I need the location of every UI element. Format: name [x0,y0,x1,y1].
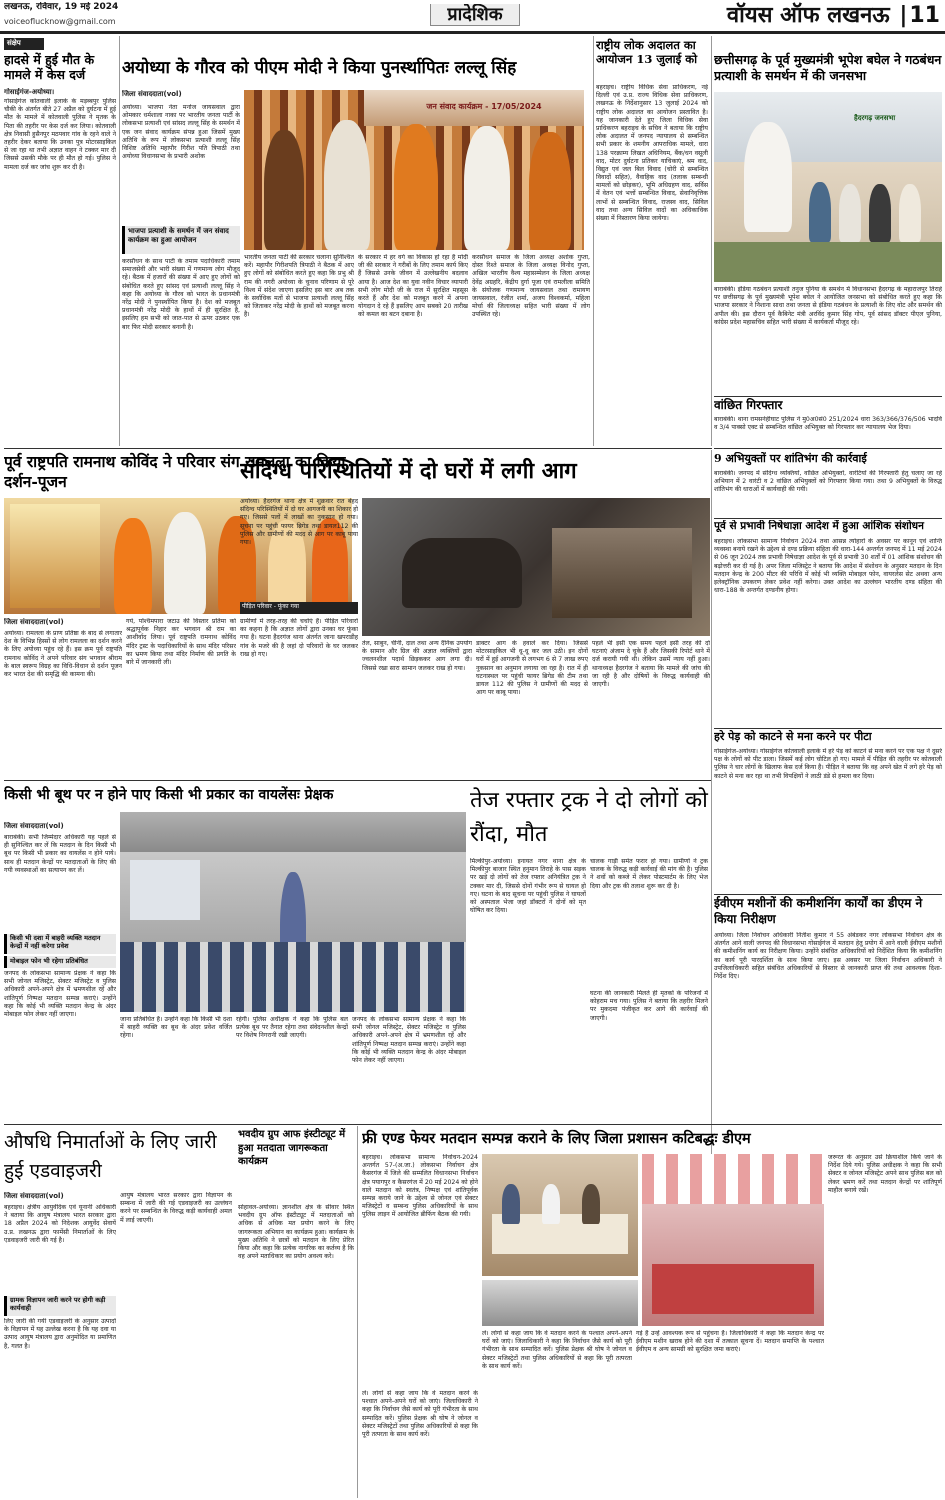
story7-body3: आयुष मंत्रालय भारत सरकार द्वारा विज्ञापन के सम्बन्ध में जारी की गई एडवाइजरी का उल्लंघन करने पर सम्बन्धित के विरुद्ध कड़ी कार्यवाही अमल में लाई जाएगी। [120,1192,232,1224]
story11-body: बाराबंकी। थाना रामसनेहीघाट पुलिस ने मु0अ0सं0 251/2024 धारा 363/366/376/506 भादवि व 3/4 पाक्सो एक्ट से सम्बन्धित वांछित अभियुक्त को गिरफ्तार कर न्यायालय भेज दिया। [714,416,942,432]
story5-body4: रहेगी। पुलिस अधीक्षक ने कहा कि पुलिस बल प्रत्येक बूथ पर तैनात रहेगा तथा संवेदनशील केन्द्रों पर विशेष निगरानी रखी जाएगी। [236,1016,348,1040]
story7-body2: लिए जारी की गयी एडवाइजरी के अनुसार उत्पादों के विज्ञापन में यह उल्लेख करना है कि यह दवा या उत्पाद आयुष मंत्रालय द्वारा अनुमोदित या प्रमाणित है, गलत है। [4,1318,116,1350]
divider [593,36,594,446]
story1-headline: अयोध्या के गौरव को पीएम मोदी ने किया पुनर्स्थापितः लल्लू सिंह [122,58,517,78]
story13-headline: पूर्व से प्रभावी निषेधाज्ञा आदेश में हुआ आंशिक संशोधन [714,520,924,532]
divider [714,728,942,729]
story1-body1: अयोध्या। भाजपा नेता मनोज जायसवाल द्वारा ओमकार धर्मशाला नाका पर भारतीय जनता पार्टी के लोकसभा प्रत्याशी एवं सांसद लल्लू सिंह के समर्थन में एक जन संवाद कार्यक्रम संपन्न हुआ जिसमें मुख्य अतिथि के रूप में लोकसभा प्रत्याशी लल्लू सिंह विशिष्ट अतिथि महापौर गिरीश पति त्रिपाठी तथा अयोध्या विधानसभा के प्रभारी अशोक [122,104,240,161]
divider [711,450,712,1158]
story9-body1-cont: ले। लोगों से कहा जाय कि वे मतदान करने के पश्चात अपने-अपने घरों को जाएं। जिलाधिकारी ने कहा कि निर्वाचन जैसे कार्य को पूरी गंभीरता के साथ सम्पादित करें। पुलिस प्रेक्षक श्री घोष ने जोनल व सेक्टर मजिस्ट्रेटों तथा पुलिस अधिकारियों से कहा कि पूरी तत्परता के साथ कार्य करें। [362,1390,478,1438]
story12-headline: 9 अभियुक्तों पर शांतिभंग की कार्रवाई [714,452,867,465]
story10-body: बाराबंकी। इंडिया गठबंधन प्रत्याशी तनुज पुनिया के समर्थन में विधानसभा हैदरगढ़ के महाराजपुर तिराहे पर छत्तीसगढ़ के पूर्व मुख्यमंत्री भूपेश बघेल ने आयोजित जनसभा को संबोधित करते हुए कहा कि भाजपा सरकार ने निशाना साधा तथा जनता से इंडिया गठबंधन के प्रत्याशी के लिए वोट और समर्थन की अपील की। इस दौरान पूर्व कैबिनेट मंत्री अरविंद कुमार सिंह गोप, पूर्व सांसद डॉक्टर पीएल पुनिया, कांग्रेस प्रदेश महासचिव सहित भारी संख्या में कार्यकर्ता मौजूद रहे। [714,286,942,326]
story15-body: अयोध्या। जिला निर्वाचन अधिकारी नितीश कुमार ने 55 अंबेडकर नगर लोकसभा निर्वाचन क्षेत्र के अंतर्गत आने वाली जनपद की विधानसभा गोसाईगंज में मतदान हेतु प्रयोग में आने वाली ईवीएम मशीनों की कमीशनिंग कार्य का निरीक्षण किया। उन्होंने संबंधित अधिकारियों को निर्देशित किया कि कमीशनिंग का कार्य पूरी पारदर्शिता के साथ किया जाए। इस अवसर पर जिला निर्वाचन अधिकारी ने उपजिलाधिकारी सहित संबंधित अधिकारियों से विस्तार से जानकारी प्राप्त की तथा आवश्यक दिशा-निर्देश दिए। [714,932,942,980]
divider [711,36,712,446]
projection-screen [130,860,200,920]
story13-body: बहराइच। लोकसभा सामान्य निर्वाचन 2024 तथा आसन्न त्योहारों के अवसर पर कानून एवं शान्ति व्यवस्था बनाये रखने के उद्देश्य से दण्ड प्रक्रिया संहिता की धारा-144 अन्तर्गत जनपद में 11 मई 2024 से 06 जून 2024 तक प्रभावी निषेधाज्ञा आदेश के पूर्व से प्रभावी 30 शर्तों में 01 आंशिक संशोधन की बढ़ोत्तरी कर दी गई है। अपर जिला मजिस्ट्रेट ने बताया कि आदेश में संशोधन के अनुसार मतदान के दिन मतदान केन्द्र के 200 मीटर की परिधि में कोई भी व्यक्ति मोबाइल फोन, वायरलेस सेट अथवा अन्य इलेक्ट्रॉनिक उपकरण लेकर प्रवेश नहीं करेगा। उक्त आदेश का उल्लंघन भारतीय दण्ड संहिता की धारा-188 के अन्तर्गत दण्डनीय होगा। [714,538,942,595]
temple-idol [10,504,100,608]
story6-headline: तेज रफ्तार ट्रक ने दो लोगों को रौंदा, मौत [470,788,708,848]
divider [714,518,942,519]
burnt-debris [552,528,692,618]
story5-body3: जाना प्रतिबंधित है। उन्होंने कहा कि किसी भी दशा में बाहरी व्यक्ति का बूथ के अंदर प्रवेश वर्जित रहेगा। [120,1016,232,1040]
story14-headline: हरे पेड़ को काटने से मना करने पर पीटा [714,730,872,743]
story1-box: भाजपा प्रत्याशी के समर्थन में जन संवाद कार्यक्रम का हुआ आयोजन [122,226,240,254]
person [264,130,304,250]
story9-body4: जरूरत के अनुसार उसे क्रियाशील किये जाने के निर्देश दिये गये। पुलिस अधीक्षक ने कहा कि सभी सेक्टर व जोनल मजिस्ट्रेट अपने साथ पुलिस बल को लेकर भ्रमण करें तथा मतदान केन्द्रों पर शांतिपूर्ण माहौल बनाये रखें। [828,1154,942,1194]
seated-audience [120,942,466,1012]
banner-text: हैदरगढ़ जनसभा [854,114,896,122]
story4-body5: पहले भी इसी एक समय पहले इसी तरह की दो घटनाएं अंजाम दे चुके हैं और जिसकी रिपोर्ट थाने में दर्ज करायी गयी थी। लेकिन उसमें न्याय नहीं हुआ। थानाध्यक्ष हैदरगंज ने बताया कि मामले की जांच की जा रही है और दोषियों के विरुद्ध कार्यवाही की जाएगी। [592,640,710,688]
person [744,122,792,232]
story9-headline: फ्री एण्ड फेयर मतदान सम्पन्न कराने के लिए जिला प्रशासन कटिबद्धः डीएम [362,1130,751,1147]
stage-floor [714,242,942,282]
divider [714,894,942,895]
brief-label: संक्षेप [4,38,44,50]
story7-headline: औषधि निमार्ताओं के लिए जारी हुई एडवाइजरी [4,1131,217,1182]
ballot-tables [652,1264,814,1314]
story9-photo1 [482,1154,638,1276]
banner-text: जन संवाद कार्यक्रम - 17/05/2024 [426,102,542,111]
story2-byline: जिला संवाददाता(vol) [4,618,64,626]
story4-body3: तेल, साबुन, चीनी, दाल तथा अन्य दैनिक उपयोग के सामान और ग्रिल की अज्ञात व्यक्तियों द्वारा ज्वलनशील पदार्थ छिड़ककर आग लगा दी। जिससे रखा सारा सामान जलकर राख हो गया। [362,640,472,672]
story1-byline: जिला संवाददाता(vol) [122,90,182,98]
person [839,184,861,242]
paper-name [700,2,940,30]
story7-byline: जिला संवाददाता(vol) [4,1192,64,1200]
burnt-bike [402,538,522,608]
story7-box: ग्रामक विज्ञापन जारी करने पर होगी कड़ी कार्यवाही [4,1296,116,1316]
divider [4,448,712,449]
canopy [642,1154,824,1204]
story5-body1: बाराबंकी। सभी जिम्मेदार अधिकारी यह पहले से ही सुनिश्चित कर लें कि मतदान के दिन किसी भी बूथ पर किसी भी प्रकार का वायलेंस न होने पाये। साथ ही मतदान केन्द्रों पर मतदाताओं के लिए की गयी व्यवस्थाओं का सत्यापन कर लें। [4,834,116,874]
page-number: 11 [909,3,940,28]
hall-roof [120,812,466,852]
story2-body1: अयोध्या। रामलला के प्राण प्रतिष्ठा के बाद से लगातार देश के विभिन्न हिस्सों से लोग रामलला का दर्शन करने के लिए अयोध्या पहुंच रहे हैं। इस क्रम पूर्व राष्ट्रपति रामनाथ कोविंद ने अपने परिवार संग भगवान श्रीराम के बाल स्वरूप विग्रह का विधि-विधान से दर्शन पूजन कर भारत देश की समृद्धि की कामना की। [4,630,122,678]
story4-body2: ग्रामीणों में तरह-तरह की चर्चाएं हैं। पीड़ित परिवारों का कहना है कि अज्ञात लोगों द्वारा उनका घर फूंका गया है। घटना हैदरगंज थाना अंतर्गत जाना खपराडीह गांव के मजरे की है जहां दो परिवारों के घर जलकर राख हो गए। [240,618,358,658]
person [394,124,438,250]
brief-body: गोसाईगंज कोतवाली इलाके के मड़ब्बपुर पुलिस चौकी के अंतर्गत बीते 27 अप्रैल को दुर्घटना में हुई मौत के मामले में कोतवाली पुलिस ने मृतक के पिता की तहरीर पर केस दर्ज कर लिया। कोतवाली क्षेत्र निवासी हुसैनपुर मठपवार गांव के रहने वाले ने तहरीर देकर बताया कि उनका पुत्र मोटरसाइकिल से जा रहा था तभी अज्ञात वाहन ने टक्कर मार दी जिससे उसकी मौके पर ही मौत हो गई। पुलिस ने मामला दर्ज कर जांच शुरू कर दी है। [4,98,116,171]
brief-headline: हादसे में हुई मौत के मामले में केस दर्ज [4,52,95,82]
page-sep: | [899,3,908,28]
story5-photo [120,812,466,1012]
masthead-date: लखनऊ, रविवार, 19 मई 2024 [4,2,119,12]
story9-photo2 [642,1154,824,1326]
masthead-email: voiceoflucknow@gmail.com [4,17,116,26]
story1-photo [244,90,584,250]
person [114,518,152,614]
story6-body1: मिल्कीपुर-अयोध्या। इनायत नगर थाना क्षेत्र के मिल्कीपुर बाजार स्थित हनुमान तिराहे के पास सड़क पर खड़े दो लोगों को तेज रफ्तार अनियंत्रित ट्रक ने टक्कर मार दी, जिससे दोनों गंभीर रूप से घायल हो गए। घटना के बाद सूचना पर पहुंची पुलिस ने घायलों को अस्पताल भेजा जहां डॉक्टरों ने दोनों को मृत घोषित कर दिया। [470,858,586,915]
story1-body2: करसौधन के साथ पार्टी के तमाम पदाधिकारी तमाम समाजसेवी और भारी संख्या में गणमान्य लोग मौजूद रहे। बैठक में हजारों की संख्या में आए हुए लोगों को संबोधित करते हुए सांसद एवं प्रत्याशी लल्लू सिंह ने कहा कि अयोध्या के गौरव को भारत के प्रधानमंत्री नरेंद्र मोदी ने पुनर्स्थापित किया है। देश को मजबूत प्रधानमंत्री नरेंद्र मोदी के हाथों में ही सुरक्षित है, इसलिए हम सभी को जात-पात से ऊपर उठकर एक बार फिर मोदी सरकार बनानी है। [122,258,240,331]
person [529,132,571,250]
story1-body4: के सरकार में हर वर्ग का विकास हो रहा है मोदी जी की सरकार ने गरीबों के लिए तमाम कार्य किए हैं जिससे उनके जीवन में उल्लेखनीय बदलाव आया है। आज देश का युवा नवीन विचार व्यापारी सभी लोग मोदी जी के राज में सुरक्षित महसूस करते हैं और देश को मजबूत करने में अपना योगदान दे रहे हैं इसलिए आप सबको 20 तारीख को कमल का बटन दबाना है। [358,254,468,319]
story9-body3: गई है उन्हें आवश्यक रूप से पहुंचना है। जिलाधिकारी ने कहा कि मतदान केन्द्र पर ईवीएम मशीन खराब होने की दशा में तत्काल सूचना दें। मतदान समाप्ति के पश्चात ईवीएम व अन्य सामग्री को सुरक्षित जमा कराएं। [636,1330,824,1354]
story5-body2: जनपद के लोकसभा सामान्य प्रेक्षक ने कहा कि सभी जोनल मजिस्ट्रेट, सेक्टर मजिस्ट्रेट व पुलिस अधिकारी अपने-अपने क्षेत्र में भ्रमणशील रहें और शांतिपूर्ण निष्पक्ष मतदान सम्पन्न कराएं। उन्होंने कहा कि कोई भी व्यक्ति मतदान केन्द्र के अंदर मोबाइल फोन लेकर नहीं जाएगा। [4,970,116,1018]
story8-headline: भवदीय ग्रुप आफ इंस्टीट्यूट में हुआ मतदाता जागरूकता कार्यक्रम [238,1129,346,1167]
story6-body3: घटना की जानकारी मिलते ही मृतकों के परिजनों में कोहराम मच गया। पुलिस ने बताया कि तहरीर मिलने पर मुकदमा पंजीकृत कर आगे की कार्रवाई की जाएगी। [590,990,708,1022]
story5-headline: किसी भी बूथ पर न होने पाए किसी भी प्रकार का वायलेंसः प्रेक्षक [4,787,334,803]
story1-body5: करसौधन समाज के जिला अध्यक्ष अशोक गुप्ता, दोस्त रिश्ते समाज के जिला अध्यक्ष विनोद गुप्ता, अखिल भारतीय वैश्य महासम्मेलन के जिला अध्यक्ष देवेंद्र अग्रहरि, केंद्रीय दुर्गा पूजा एवं रामलीला समिति के संयोजक गणमान्य जायसवाल तथा रामायण जायसवाल, रंजीत शर्मा, अजय विश्वकर्मा, महिला मोर्चा की जिलाध्यक्ष सहित भारी संख्या में लोग उपस्थित रहे। [472,254,590,319]
person [324,120,370,250]
story8-body: सोहावल-अयोध्या। ज्ञानशील क्षेत्र के सीवार स्थित भवदीय ग्रुप ऑफ इंस्टीट्यूट में मतदाताओं को अधिक से अधिक मत प्रयोग करने के लिए जागरूकता अभियान का कार्यक्रम हुआ। कार्यक्रम के मुख्य अतिथि ने छात्रों को मतदान के लिए प्रेरित किया और कहा कि प्रत्येक नागरिक का कर्तव्य है कि वह अपने मताधिकार का प्रयोग अवश्य करे। [238,1204,354,1261]
story9-photo3 [482,1280,638,1326]
story7-body1: बहराइच। क्षेत्रीय आयुर्वेदिक एवं यूनानी अधिकारी ने बताया कि आयुष मंत्रालय भारत सरकार द्वारा 18 अप्रैल 2024 को निदेशक आयुर्वेद सेवायें उ.प्र. लखनऊ द्वारा फार्मेसी निमार्ताओं के लिए एडवाइजरी जारी की गई है। [4,1204,116,1244]
story9-body2: ले। लोगों से कहा जाय कि वे मतदान करने के पश्चात अपने-अपने घरों को जाएं। जिलाधिकारी ने कहा कि निर्वाचन जैसे कार्य को पूरी गंभीरता के साथ सम्पादित करें। पुलिस प्रेक्षक श्री घोष ने जोनल व सेक्टर मजिस्ट्रेटों तथा पुलिस अधिकारियों से कहा कि पूरी तत्परता के साथ कार्य करें। [482,1330,632,1370]
person [464,126,510,250]
divider [714,396,942,397]
story10-photo [714,92,942,282]
story4-body1: अयोध्या। हैदरगंज थाना क्षेत्र में शुक्रवार रात बेहद संदिग्ध परिस्थितियों में दो घर आगजनी का शिकार हो गए। जिससे पलों में लाखों का नुकसान हो गया। सूचना पर पहुंची फायर ब्रिगेड तथा डायल112 की पुलिस और ग्रामीणों की मदद से आग पर काबू पाया गया। [240,498,358,546]
story15-headline: ईवीएम मशीनों की कमीशनिंग कार्यों का डीएम ने किया निरीक्षण [714,896,923,926]
brief-byline: गोसाईगंज-अयोध्या। [4,88,55,96]
story12-body: बाराबंकी। जनपद में संदिग्ध व्यक्तियों, वांछित अभियुक्तों, वारंटियों की गिरफ्तारी हेतु चलाए जा रहे अभियान में 2 वारंटी व 2 वांछित अभियुक्तों को गिरफ्तार किया गया। तथा 9 अभियुक्तों के विरुद्ध शांतिभंग की धाराओं में कार्यवाही की गयी। [714,470,942,494]
story4-body4: डाक्टर आग के हवाले कर दिया। जिससे मोटरसाइकिल भी धू-धू कर जल उठी। इन दोनों घरों में हुई आगजनी से लगभग 6 से 7 लाख रुपए नुकसान का अनुमान लगाया जा रहा है। रात में ही घटनास्थल पर पहुंची फायर ब्रिगेड की टीम तथा डायल 112 की पुलिस ने ग्रामीणों की मदद से आग पर काबू पाया। [476,640,588,697]
story6-body2: चालक गाड़ी समेत फरार हो गया। ग्रामीणों ने ट्रक चालक के विरुद्ध कड़ी कार्रवाई की मांग की है। पुलिस ने शवों को कब्जे में लेकर पोस्टमार्टम के लिए भेज दिया और ट्रक की तलाश शुरू कर दी है। [590,858,708,890]
story9-body1: बहराइच। लोकसभा सामान्य निर्वाचन-2024 अन्तर्गत 57-(अ.जा.) लोकसभा निर्वाचन क्षेत्र कैसरगंज में जिले की सम्मलित विधानसभा निर्वाचन क्षेत्र पयागपुर व कैसरगंज में 20 मई 2024 को होने वाले मतदान को स्वतंत्र, निष्पक्ष एवं शांतिपूर्वक सम्पन्न कराये जाने के उद्देश्य से जोनल एवं सेक्टर मजिस्ट्रेटों व सम्बन्ध पुलिस अधिकारियों के साथ पुलिस लाइन में आयोजित ब्रीफिंग बैठक की गयी। [362,1154,478,1219]
divider [357,1126,358,1498]
section-name [360,4,590,28]
person [502,1184,520,1224]
story11-headline: वांछित गिरफ्तार [714,398,783,412]
story3-body: बहराइच। राष्ट्रीय विधिक सेवा प्राधिकरण, नई दिल्ली एवं उ.प्र. राज्य विधिक सेवा प्राधिकरण, लखनऊ के निर्देशानुसार 13 जुलाई 2024 को राष्ट्रीय लोक अदालत का आयोजन प्रस्तावित है। यह जानकारी देते हुए जिला विधिक सेवा प्राधिकरण बहराइच के सचिव ने बताया कि राष्ट्रीय लोक अदालत में जनपद न्यायालय से सम्बन्धित सभी प्रकार के शमनीय आपराधिक मामले, धारा 138 परक्राम्य लिखत अधिनियम, बैंक/धन वसूली वाद, मोटर दुर्घटना प्रतिकर याचिकाएं, श्रम वाद, विद्युत एवं जल बिल विवाद (चोरी से सम्बन्धित विवादों सहित), वैवाहिक वाद (तलाक सम्बन्धी मामलों को छोड़कर), भूमि अधिग्रहण वाद, सर्विस में वेतन एवं भत्तों सम्बन्धित विवाद, सेवानिवृत्तिक लाभों से सम्बन्धित विवाद, राजस्व वाद, सिविल वाद तथा अन्य सिविल वादों का अधिकाधिक संख्या में निस्तारण किया जायेगा। [596,84,708,222]
story2-headline: पूर्व राष्ट्रपति रामनाथ कोविंद ने परिवार संग रामलला का किया दर्शन-पूजन [4,452,346,492]
story6-body-extra: जनपद के लोकसभा सामान्य प्रेक्षक ने कहा कि सभी जोनल मजिस्ट्रेट, सेक्टर मजिस्ट्रेट व पुलिस अधिकारी अपने-अपने क्षेत्र में भ्रमणशील रहें और शांतिपूर्ण निष्पक्ष मतदान सम्पन्न कराएं। उन्होंने कहा कि कोई भी व्यक्ति मतदान केन्द्र के अंदर मोबाइल फोन लेकर नहीं जाएगा। [352,1016,466,1064]
divider [119,36,120,446]
story1-body3: भारतीय जनता पार्टी की सरकार चलाना सुनिश्चित करें। महापौर गिरीशपति त्रिपाठी ने बैठक में आए हुए लोगों को संबोधित करते हुए कहा कि प्रभु श्री राम की नगरी अयोध्या के चुनाव परिणाम से पूरे विश्व में संदेश जाएगा इसलिए इस बार अब तक के सर्वाधिक मतों से भाजपा प्रत्याशी लल्लू सिंह को जिताकर नरेंद्र मोदी के हाथों को मजबूत करना है। [244,254,354,319]
person [899,184,921,242]
paper-title: वॉयस ऑफ लखनऊ [726,3,890,28]
story14-body: गोसाईगंज-अयोध्या। गोसाईगंज कोतवाली इलाके में हरे पेड़ को काटने से मना करने पर एक पक्ष ने दूसरे पक्ष के लोगों को पीट डाला। जिसमें कई लोग चोटिल हो गए। मामले में पीड़ित की तहरीर पर कोतवाली पुलिस ने चार लोगों के खिलाफ केस दर्ज किया है। पीड़ित ने बताया कि वह अपने खेत में लगे हरे पेड़ को काटने से मना कर रहा था तभी विपक्षियों ने लाठी डंडे से हमला कर दिया। [714,748,942,780]
person [582,1184,600,1224]
section-label: प्रादेशिक [430,4,519,26]
story3-headline: राष्ट्रीय लोक अदालत का आयोजन 13 जुलाई को [596,38,698,67]
divider [4,1124,942,1125]
person [809,182,831,242]
divider [714,448,942,449]
person [164,512,206,614]
person [869,184,891,242]
story5-box2: मोबाइल फोन भी रहेगा प्रतिबंधित [4,956,116,968]
story4-photo [362,498,710,636]
story2-body2: गये, पश्चिमपारा जटाउ की विस्तार प्रतिमा को श्रद्धापूर्वक निहार कर भगवान श्री राम का आशीर्वाद लिया। पूर्व राष्ट्रपति रामनाथ कोविंद मंदिर ट्रस्ट के पदाधिकारियों के साथ मंदिर परिसर का भ्रमण किया तथा मंदिर निर्माण की प्रगति के बारे में जानकारी ली। [126,618,236,666]
story4-headline: संदिग्ध परिस्थितियों में दो घरों में लगी आग [240,458,577,484]
divider [4,780,712,781]
story10-headline: छत्तीसगढ़ के पूर्व मुख्यमंत्री भूपेश बघेल ने गठबंधन प्रत्याशी के समर्थन में की जनसभा [714,52,942,83]
story4-box: पीड़ित परिवार - फूंका गया [240,602,358,614]
person [542,1184,560,1224]
story5-box1: किसी भी दशा में बाहरी व्यक्ति मतदान केन्द्रों में नहीं करेगा प्रवेश [4,934,116,954]
story5-byline: जिला संवाददाता(vol) [4,822,64,830]
